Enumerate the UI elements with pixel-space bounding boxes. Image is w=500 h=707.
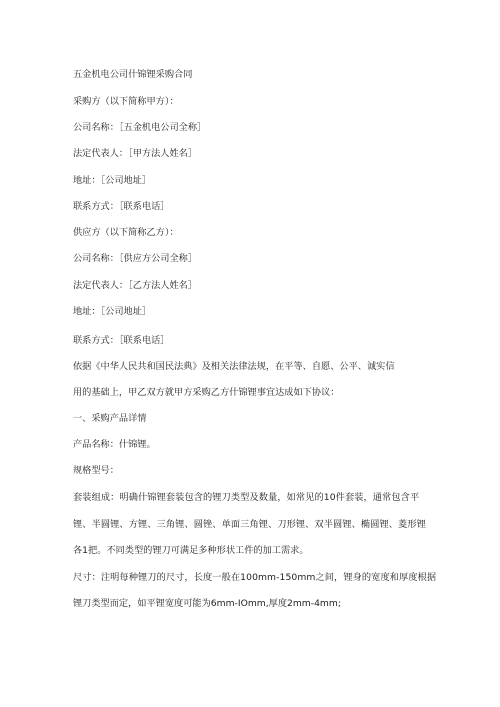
document-title: 五金机电公司什锦锂采购合同	[73, 69, 193, 80]
set-composition-line-1: 套装组成：明确什锦锂套装包含的锂刀类型及数量，如常见的10件套装，通常包含平	[73, 492, 420, 503]
preamble-line-1: 依据《中华人民共和国民法典》及相关法律法规，在平等、自愿、公平、诚实信	[73, 361, 395, 372]
spec-label: 规格型号：	[73, 465, 119, 476]
supplier-heading: 供应方（以下简称乙方）：	[73, 227, 179, 238]
preamble-line-2: 用的基础上，甲乙双方就甲方采购乙方什锦锂事宜达成如下协议：	[73, 387, 340, 398]
set-composition-line-2: 锂、半圆锂、方锂、三角锂、圆锉、单面三角锂、刀形锂、双半圆锂、椭圆锂、菱形锂	[73, 519, 426, 530]
buyer-company-name: 公司名称：［五金机电公司全称］	[73, 122, 207, 133]
supplier-contact: 联系方式：［联系电话］	[73, 335, 170, 346]
buyer-legal-rep: 法定代表人：［甲方法人姓名］	[73, 148, 198, 159]
buyer-heading: 采购方（以下简称甲方）：	[73, 96, 179, 107]
buyer-contact: 联系方式：［联系电话］	[73, 201, 170, 212]
set-composition-line-3: 各1把。不同类型的锂刀可满足多种形状工件的加工需求。	[73, 545, 309, 556]
size-line-1: 尺寸：注明每种锂刀的尺寸，长度一般在100mm-150mm之间，锂身的宽度和厚度根据	[73, 572, 437, 583]
buyer-address: 地址：［公司地址］	[73, 175, 152, 186]
supplier-company-name: 公司名称：［供应方公司全称］	[73, 253, 198, 264]
supplier-legal-rep: 法定代表人：［乙方法人姓名］	[73, 280, 198, 291]
product-name: 产品名称：什锦锂。	[73, 439, 156, 450]
section-heading: 一、采购产品详情	[73, 413, 147, 424]
size-line-2: 锂刀类型而定，如平锂宽度可能为6mm-IOmm,厚度2mm-4mm;	[73, 598, 341, 609]
supplier-address: 地址：［公司地址］	[73, 306, 152, 317]
